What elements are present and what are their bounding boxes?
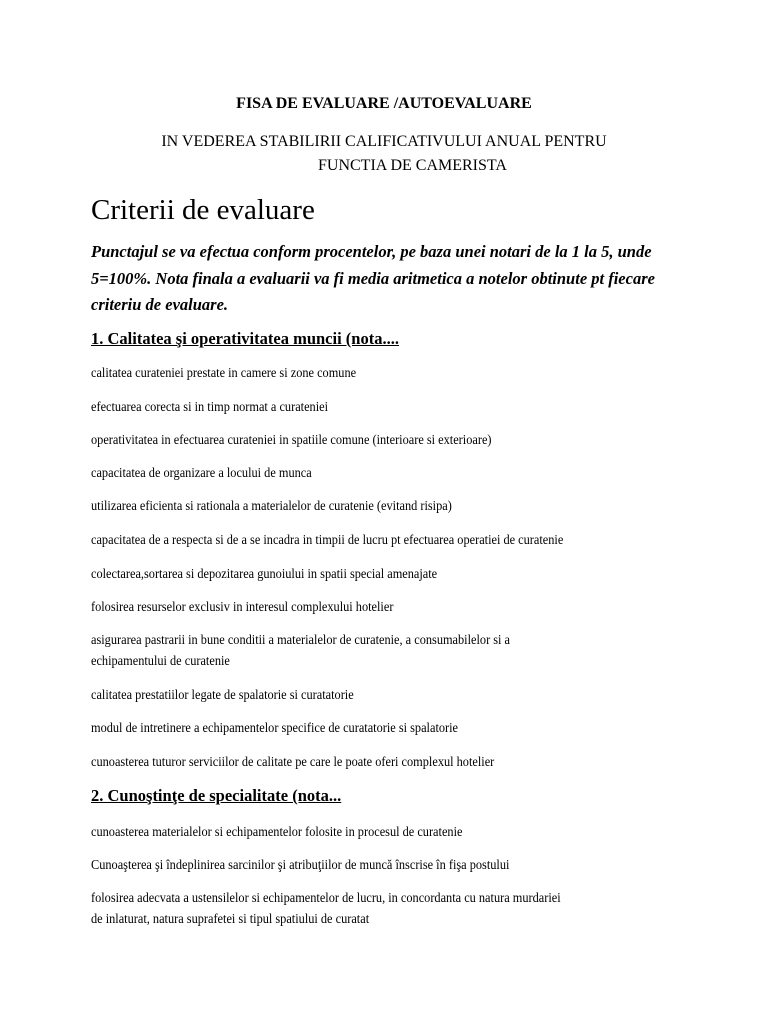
criteria-item: colectarea,sortarea si depozitarea gunoiului in spatii special amenajate [91,566,438,581]
criteria-item: asigurarea pastrarii in bune conditii a materialelor de curatenie, a consumabilelor si a [91,632,511,647]
criteria-item: cunoasterea tuturor serviciilor de calitate pe care le poate oferi complexul hotelier [91,754,495,769]
criteria-heading: Criterii de evaluare [91,194,315,226]
criteria-item: folosirea adecvata a ustensilelor si echipamentelor de lucru, in concordanta cu natura murdariei [91,890,561,905]
criteria-item: modul de intretinere a echipamentelor specifice de curatatorie si spalatorie [91,720,459,735]
criteria-item: Cunoaşterea şi îndeplinirea sarcinilor şi atribuţiilor de muncă înscrise în fişa postului [91,857,510,872]
criteria-item: efectuarea corecta si in timp normat a curateniei [91,399,329,414]
document-subtitle-line-1: IN VEDEREA STABILIRII CALIFICATIVULUI ANUAL PENTRU [161,133,607,150]
criteria-item: utilizarea eficienta si rationala a materialelor de curatenie (evitand risipa) [91,498,452,513]
criteria-item: operativitatea in efectuarea curateniei in spatiile comune (interioare si exterioare) [91,432,492,447]
evaluation-intro: Punctajul se va efectua conform procentelor, pe baza unei notari de la 1 la 5, unde 5=100%. Nota finala a evaluarii va fi media aritmetica a notelor obtinute pt fiecare criteriu de evaluare. [91,242,655,314]
section-2-title: 2. Cunoştinţe de specialitate (nota... [91,786,342,805]
section-1-title: 1. Calitatea şi operativitatea muncii (nota.... [91,329,399,348]
criteria-item: capacitatea de a respecta si de a se incadra in timpii de lucru pt efectuarea operatiei de curatenie [91,532,564,547]
criteria-item: cunoasterea materialelor si echipamentelor folosite in procesul de curatenie [91,824,463,839]
criteria-item: capacitatea de organizare a locului de munca [91,465,312,480]
criteria-item-continued: echipamentului de curatenie [91,653,230,668]
criteria-item: calitatea prestatiilor legate de spalatorie si curatatorie [91,687,354,702]
document-title: FISA DE EVALUARE /AUTOEVALUARE [236,95,532,112]
criteria-item: folosirea resurselor exclusiv in interesul complexului hotelier [91,599,394,614]
criteria-item: calitatea curateniei prestate in camere si zone comune [91,365,357,380]
criteria-item-continued: de inlaturat, natura suprafetei si tipul spatiului de curatat [91,911,370,926]
document-subtitle-line-2: FUNCTIA DE CAMERISTA [318,157,507,174]
